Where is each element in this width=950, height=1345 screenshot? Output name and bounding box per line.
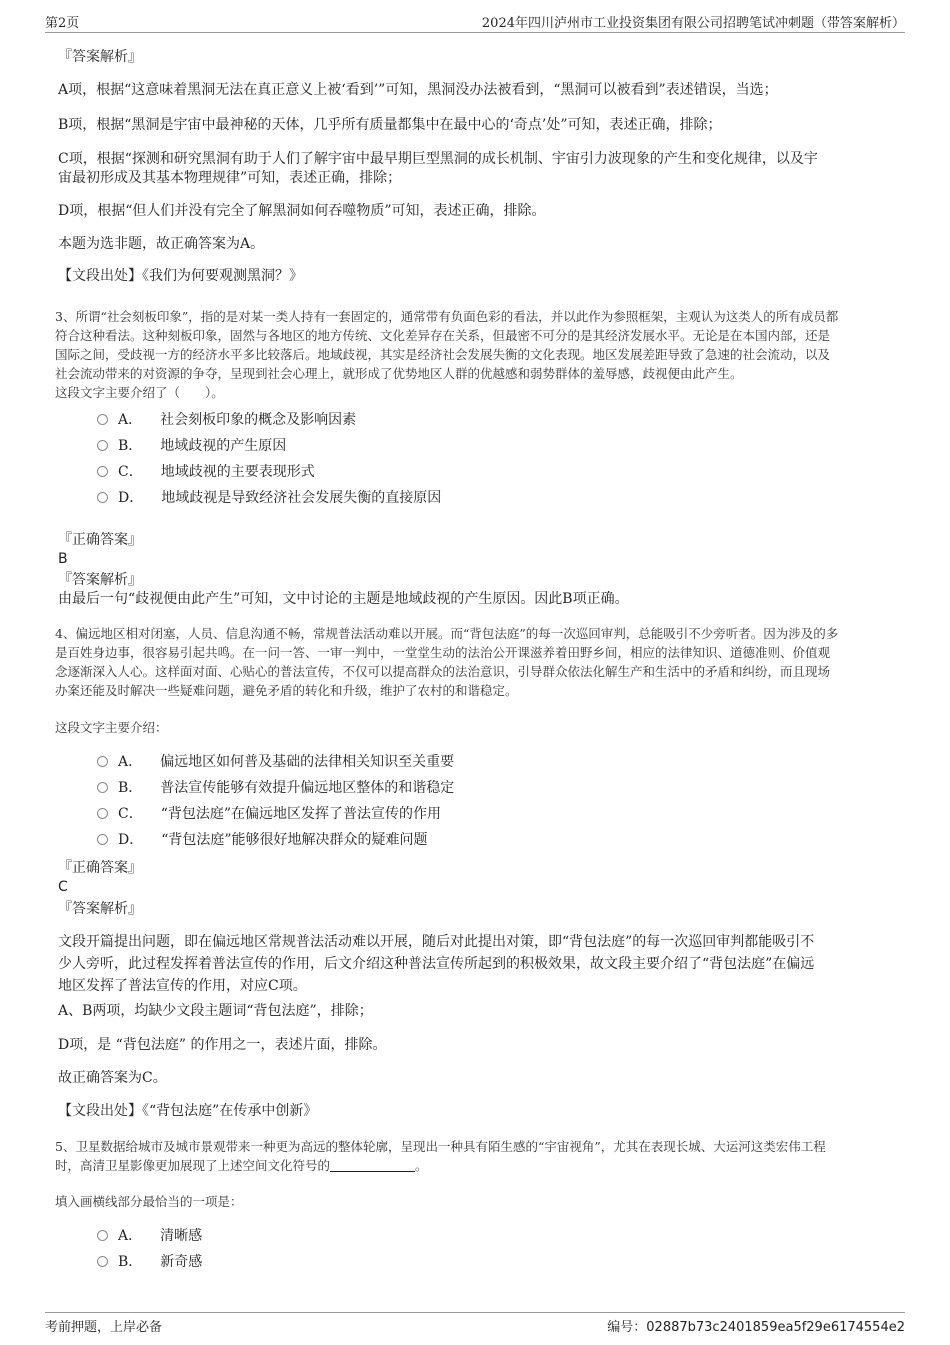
question-line: 社会流动带来的对资源的争夺，呈现到社会心理上，就形成了优势地区人群的优越感和弱势群体的羞辱感，歧视便由此产生。 bbox=[55, 366, 743, 381]
analysis-a: A项，根据“这意味着黑洞无法在真正意义上被‘看到’”可知，黑洞没办法被看到，“黑洞可以被看到”表述错误，当选； bbox=[58, 82, 778, 98]
radio-icon[interactable] bbox=[97, 756, 108, 767]
analysis-label: 『答案解析』 bbox=[58, 49, 142, 65]
question-line: 时，高清卫星影像更加展现了上述空间文化符号的 。 bbox=[55, 1158, 428, 1173]
radio-icon[interactable] bbox=[97, 414, 108, 425]
radio-icon[interactable] bbox=[97, 1256, 108, 1267]
analysis-d: D项，是 “背包法庭” 的作用之一，表述片面，排除。 bbox=[58, 1037, 387, 1053]
source-citation: 【文段出处】《“背包法庭”在传承中创新》 bbox=[58, 1103, 318, 1119]
analysis-line: 少人旁听，此过程发挥着普法宣传的作用，后文介绍这种普法宣传所起到的积极效果，故文段主要介绍了“背包法庭”在偏远 bbox=[58, 956, 815, 972]
question-line: 4、偏远地区相对闭塞，人员、信息沟通不畅，常规普法活动难以开展。而“背包法庭”的每一次巡回审判，总能吸引不少旁听者。因为涉及的多 bbox=[55, 626, 839, 641]
radio-icon[interactable] bbox=[97, 492, 108, 503]
correct-answer-label: 『正确答案』 bbox=[58, 532, 142, 548]
radio-icon[interactable] bbox=[97, 808, 108, 819]
analysis-conclusion: 故正确答案为C。 bbox=[58, 1070, 167, 1086]
radio-icon[interactable] bbox=[97, 1230, 108, 1241]
radio-icon[interactable] bbox=[97, 466, 108, 477]
page-header bbox=[45, 10, 905, 33]
radio-icon[interactable] bbox=[97, 834, 108, 845]
question-prompt: 这段文字主要介绍了（ ）。 bbox=[55, 385, 224, 400]
analysis-text: 由最后一句“歧视便由此产生”可知，文中讨论的主题是地域歧视的产生原因。因此B项正确。 bbox=[58, 591, 629, 607]
question-line: 国际之间，受歧视一方的经济水平多比较落后。地域歧视，其实是经济社会发展失衡的文化表现。地区发展差距导致了急速的社会流动，以及 bbox=[55, 347, 831, 362]
question-prompt: 这段文字主要介绍： bbox=[55, 720, 168, 735]
analysis-conclusion: 本题为选非题，故正确答案为A。 bbox=[58, 236, 265, 252]
source-citation: 【文段出处】《我们为何要观测黑洞？》 bbox=[58, 268, 303, 284]
analysis-c-line1: C项，根据“探测和研究黑洞有助于人们了解宇宙中最早期巨型黑洞的成长机制、宇宙引力波现象的产生和变化规律，以及宇 bbox=[58, 151, 818, 167]
q4-option-a[interactable]: A． 偏远地区如何普及基础的法律相关知识至关重要 bbox=[97, 752, 454, 772]
page-footer bbox=[45, 1312, 905, 1335]
radio-icon[interactable] bbox=[97, 782, 108, 793]
analysis-c-line2: 宙最初形成及其基本物理规律”可知，表述正确，排除； bbox=[58, 170, 402, 186]
radio-icon[interactable] bbox=[97, 440, 108, 451]
question-line: 3、所谓“社会刻板印象”，指的是对某一类人持有一套固定的，通常带有负面色彩的看法，并以此作为参照框架，主观认为这类人的所有成员都 bbox=[55, 309, 839, 324]
footer-slogan: 考前押题，上岸必备 bbox=[45, 1320, 163, 1335]
analysis-label: 『答案解析』 bbox=[58, 901, 142, 917]
q4-option-c[interactable]: C． “背包法庭”在偏远地区发挥了普法宣传的作用 bbox=[97, 804, 441, 824]
correct-answer: C bbox=[58, 879, 68, 895]
q5-option-a[interactable]: A． 清晰感 bbox=[97, 1226, 202, 1246]
analysis-d: D项，根据“但人们并没有完全了解黑洞如何吞噬物质”可知，表述正确，排除。 bbox=[58, 203, 546, 219]
question-5-text bbox=[55, 1137, 895, 1175]
question-3-text bbox=[55, 307, 895, 402]
analysis-b: B项，根据“黑洞是宇宙中最神秘的天体，几乎所有质量都集中在最中心的‘奇点’处”可知，表述正确，排除； bbox=[58, 117, 722, 133]
question-prompt: 填入画横线部分最恰当的一项是： bbox=[55, 1194, 243, 1209]
analysis-line: 地区发挥了普法宣传的作用，对应C项。 bbox=[58, 978, 307, 994]
q3-option-b[interactable]: B． 地域歧视的产生原因 bbox=[97, 436, 286, 456]
q4-option-b[interactable]: B． 普法宣传能够有效提升偏远地区整体的和谐稳定 bbox=[97, 778, 454, 798]
analysis-label: 『答案解析』 bbox=[58, 572, 142, 588]
analysis-ab: A、B两项，均缺少文段主题词“背包法庭”，排除； bbox=[58, 1003, 373, 1019]
question-line: 符合这种看法。这种刻板印象，固然与各地区的地方传统、文化差异存在关系，但最密不可分的是其经济发展水平。无论是在本国内部，还是 bbox=[55, 328, 831, 343]
fill-blank bbox=[330, 1159, 415, 1172]
question-line: 办案还能及时解决一些疑难问题，避免矛盾的转化和升级，维护了农村的和谐稳定。 bbox=[55, 683, 518, 698]
document-code: 编号：02887b73c2401859ea5f29e6174554e2 bbox=[607, 1320, 905, 1335]
correct-answer: B bbox=[58, 551, 68, 567]
q3-option-c[interactable]: C． 地域歧视的主要表现形式 bbox=[97, 462, 315, 482]
page-number: 第2页 bbox=[45, 16, 80, 31]
question-line: 是百姓身边事，很容易引起共鸣。在一问一答、一审一判中，一堂堂生动的法治公开课滋养着田野乡间，相应的法律知识、道德准则、价值观 bbox=[55, 645, 831, 660]
q4-option-d[interactable]: D． “背包法庭”能够很好地解决群众的疑难问题 bbox=[97, 830, 428, 850]
question-4-text bbox=[55, 624, 895, 700]
analysis-line: 文段开篇提出问题，即在偏远地区常规普法活动难以开展，随后对此提出对策，即“背包法庭”的每一次巡回审判都能吸引不 bbox=[58, 934, 815, 950]
correct-answer-label: 『正确答案』 bbox=[58, 860, 142, 876]
question-line: 5、卫星数据给城市及城市景观带来一种更为高远的整体轮廓，呈现出一种具有陌生感的“宇宙视角”，尤其在表现长城、大运河这类宏伟工程 bbox=[55, 1139, 826, 1154]
analysis-text bbox=[58, 931, 890, 997]
q3-option-a[interactable]: A． 社会刻板印象的概念及影响因素 bbox=[97, 410, 356, 430]
document-title: 2024年四川泸州市工业投资集团有限公司招聘笔试冲刺题（带答案解析） bbox=[481, 16, 905, 31]
q5-option-b[interactable]: B． 新奇感 bbox=[97, 1252, 202, 1272]
q3-option-d[interactable]: D． 地域歧视是导致经济社会发展失衡的直接原因 bbox=[97, 488, 441, 508]
question-line: 念逐渐深入人心。这样面对面、心贴心的普法宣传，不仅可以提高群众的法治意识，引导群众依法化解生产和生活中的矛盾和纠纷，而且现场 bbox=[55, 664, 831, 679]
